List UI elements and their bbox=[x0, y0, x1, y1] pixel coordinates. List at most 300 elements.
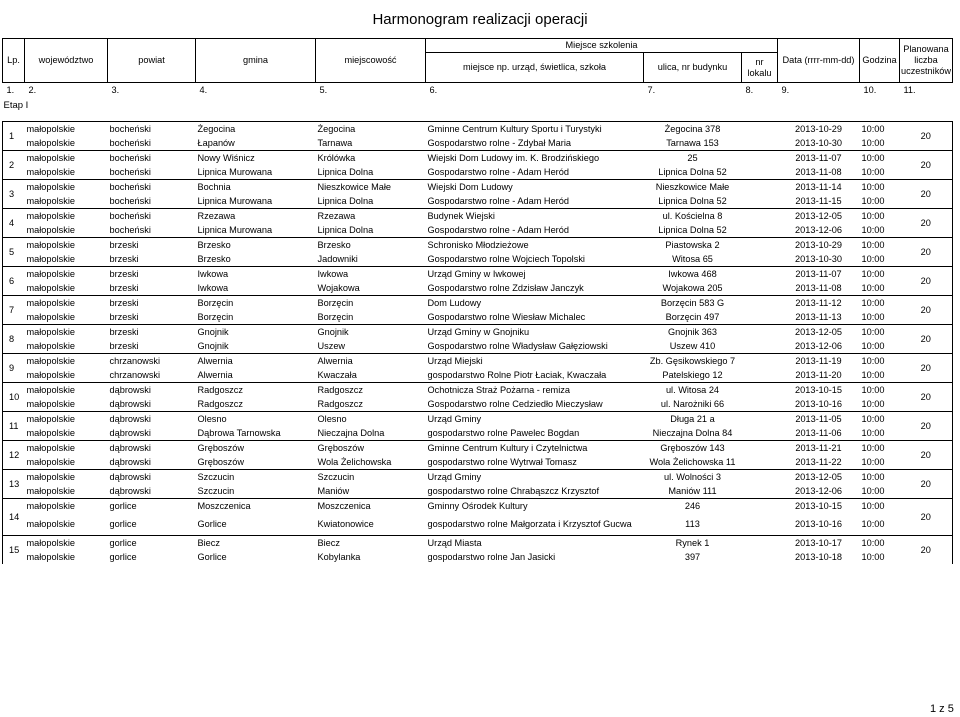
row-participants: 20 bbox=[900, 354, 953, 383]
cell-wojewodztwo: małopolskie bbox=[26, 166, 76, 177]
cell-gmina: Szczucin bbox=[196, 470, 316, 485]
cell-nr-lokalu bbox=[742, 281, 778, 296]
table-row bbox=[3, 550, 953, 564]
column-number: 2. bbox=[28, 84, 37, 95]
cell-godzina: 10:00 bbox=[861, 485, 885, 496]
header-miejsce-szkolenia: Miejsce szkolenia bbox=[426, 39, 778, 53]
cell-godzina: 10:00 bbox=[861, 282, 885, 293]
cell-miejsce: Budynek Wiejski bbox=[426, 209, 644, 224]
cell-miejsce: gospodarstwo rolne Pawelec Bogdan bbox=[427, 427, 580, 438]
page-title: Harmonogram realizacji operacji bbox=[372, 11, 588, 28]
cell-gmina: Brzesko bbox=[197, 253, 231, 264]
table-row bbox=[3, 252, 953, 267]
header-gmina: gmina bbox=[196, 39, 316, 83]
cell-gmina: Gnojnik bbox=[197, 340, 229, 351]
cell-miejscowosc: Lipnica Dolna bbox=[317, 195, 374, 206]
cell-gmina: Lipnica Murowana bbox=[197, 166, 273, 177]
cell-godzina: 10:00 bbox=[860, 470, 900, 485]
cell-powiat: bocheński bbox=[109, 137, 151, 148]
column-number: 5. bbox=[319, 84, 328, 95]
cell-godzina: 10:00 bbox=[861, 311, 885, 322]
cell-gmina: Radgoszcz bbox=[197, 398, 243, 409]
cell-wojewodztwo: małopolskie bbox=[25, 180, 108, 195]
cell-gmina: Iwkowa bbox=[197, 282, 229, 293]
table-row bbox=[3, 296, 953, 311]
cell-ulica: ul. Kościelna 8 bbox=[644, 209, 742, 224]
cell-miejsce: Gospodarstwo rolne Wojciech Topolski bbox=[427, 253, 585, 264]
row-participants: 20 bbox=[900, 209, 953, 238]
table-row bbox=[3, 325, 953, 340]
cell-godzina: 10:00 bbox=[861, 369, 885, 380]
table-row bbox=[3, 368, 953, 383]
cell-data: 2013-11-07 bbox=[778, 267, 860, 282]
cell-data: 2013-10-15 bbox=[778, 499, 860, 514]
cell-miejscowosc: Lipnica Dolna bbox=[317, 224, 374, 235]
cell-miejscowosc: Kobylanka bbox=[317, 551, 361, 562]
cell-ulica: 397 bbox=[684, 551, 701, 562]
row-lp: 13 bbox=[3, 470, 25, 499]
cell-miejsce: Schronisko Młodzieżowe bbox=[426, 238, 644, 253]
header-miejscowosc: miejscowość bbox=[316, 39, 426, 83]
cell-miejsce: Urząd Gminy bbox=[426, 412, 644, 427]
table-row bbox=[3, 339, 953, 354]
row-participants: 20 bbox=[900, 267, 953, 296]
cell-wojewodztwo: małopolskie bbox=[26, 456, 76, 467]
table-row bbox=[3, 238, 953, 253]
row-participants: 20 bbox=[900, 536, 953, 565]
cell-ulica: Żegocina 378 bbox=[644, 122, 742, 137]
cell-nr-lokalu bbox=[742, 310, 778, 325]
cell-ulica: Rynek 1 bbox=[644, 536, 742, 551]
cell-ulica: Lipnica Dolna 52 bbox=[658, 195, 727, 206]
cell-nr-lokalu bbox=[742, 180, 778, 195]
table-row bbox=[3, 354, 953, 369]
header-data: Data (rrrr-mm-dd) bbox=[778, 39, 860, 83]
cell-wojewodztwo: małopolskie bbox=[25, 412, 108, 427]
cell-powiat: dąbrowski bbox=[109, 398, 151, 409]
cell-nr-lokalu bbox=[742, 325, 778, 340]
cell-wojewodztwo: małopolskie bbox=[26, 195, 76, 206]
cell-nr-lokalu bbox=[742, 470, 778, 485]
cell-powiat: dąbrowski bbox=[108, 383, 196, 398]
cell-gmina: Nowy Wiśnicz bbox=[196, 151, 316, 166]
cell-data: 2013-10-30 bbox=[795, 253, 842, 264]
cell-godzina: 10:00 bbox=[860, 180, 900, 195]
spacer-row bbox=[3, 114, 953, 122]
cell-ulica: Nieszkowice Małe bbox=[644, 180, 742, 195]
cell-godzina: 10:00 bbox=[861, 427, 885, 438]
cell-miejscowosc: Kwaczała bbox=[317, 369, 357, 380]
cell-data: 2013-10-16 bbox=[795, 518, 842, 529]
cell-miejsce: Gminne Centrum Kultury Sportu i Turystyki bbox=[426, 122, 644, 137]
table-row bbox=[3, 180, 953, 195]
cell-nr-lokalu bbox=[742, 339, 778, 354]
cell-ulica: ul. Witosa 24 bbox=[644, 383, 742, 398]
cell-data: 2013-10-29 bbox=[778, 238, 860, 253]
cell-wojewodztwo: małopolskie bbox=[26, 282, 76, 293]
cell-nr-lokalu bbox=[742, 484, 778, 499]
cell-miejsce: Urząd Miasta bbox=[426, 536, 644, 551]
cell-godzina: 10:00 bbox=[860, 238, 900, 253]
cell-data: 2013-11-14 bbox=[778, 180, 860, 195]
cell-wojewodztwo: małopolskie bbox=[26, 518, 76, 529]
cell-wojewodztwo: małopolskie bbox=[25, 151, 108, 166]
cell-godzina: 10:00 bbox=[860, 441, 900, 456]
cell-data: 2013-11-22 bbox=[795, 456, 842, 467]
cell-ulica: Borzęcin 497 bbox=[665, 311, 720, 322]
row-lp: 1 bbox=[3, 122, 25, 151]
cell-nr-lokalu bbox=[742, 368, 778, 383]
cell-powiat: bocheński bbox=[109, 195, 151, 206]
table-row bbox=[3, 310, 953, 325]
cell-miejscowosc: Jadowniki bbox=[317, 253, 358, 264]
cell-nr-lokalu bbox=[742, 499, 778, 514]
cell-godzina: 10:00 bbox=[860, 325, 900, 340]
cell-miejsce: Urząd Gminy w Iwkowej bbox=[426, 267, 644, 282]
cell-nr-lokalu bbox=[742, 238, 778, 253]
cell-miejscowosc: Biecz bbox=[316, 536, 426, 551]
cell-ulica: Zb. Gęsikowskiego 7 bbox=[644, 354, 742, 369]
cell-gmina: Olesno bbox=[196, 412, 316, 427]
cell-wojewodztwo: małopolskie bbox=[25, 122, 108, 137]
cell-miejscowosc: Szczucin bbox=[316, 470, 426, 485]
cell-miejscowosc: Gręboszów bbox=[316, 441, 426, 456]
table-row bbox=[3, 267, 953, 282]
cell-nr-lokalu bbox=[742, 165, 778, 180]
cell-miejsce: gospodarstwo rolne Jan Jasicki bbox=[427, 551, 556, 562]
cell-ulica: Piastowska 2 bbox=[644, 238, 742, 253]
cell-gmina: Gnojnik bbox=[196, 325, 316, 340]
row-participants: 20 bbox=[900, 441, 953, 470]
row-lp: 12 bbox=[3, 441, 25, 470]
cell-gmina: Bochnia bbox=[196, 180, 316, 195]
header-nr-lokalu: nr lokalu bbox=[742, 53, 778, 83]
table-row bbox=[3, 383, 953, 398]
table-row bbox=[3, 136, 953, 151]
cell-godzina: 10:00 bbox=[860, 296, 900, 311]
header-miejsce: miejsce np. urząd, świetlica, szkoła bbox=[426, 53, 644, 83]
column-number: 11. bbox=[903, 84, 916, 95]
cell-data: 2013-11-08 bbox=[795, 166, 842, 177]
cell-gmina: Lipnica Murowana bbox=[197, 195, 273, 206]
cell-data: 2013-12-05 bbox=[778, 209, 860, 224]
cell-miejscowosc: Maniów bbox=[317, 485, 350, 496]
cell-godzina: 10:00 bbox=[861, 340, 885, 351]
cell-powiat: dąbrowski bbox=[108, 441, 196, 456]
cell-wojewodztwo: małopolskie bbox=[25, 325, 108, 340]
cell-ulica: Lipnica Dolna 52 bbox=[658, 166, 727, 177]
cell-miejscowosc: Radgoszcz bbox=[317, 398, 363, 409]
cell-gmina: Szczucin bbox=[197, 485, 235, 496]
cell-ulica: Nieczajna Dolna 84 bbox=[652, 427, 733, 438]
cell-gmina: Dąbrowa Tarnowska bbox=[197, 427, 281, 438]
cell-nr-lokalu bbox=[742, 296, 778, 311]
cell-godzina: 10:00 bbox=[861, 551, 885, 562]
cell-powiat: dąbrowski bbox=[109, 427, 151, 438]
cell-wojewodztwo: małopolskie bbox=[25, 499, 108, 514]
cell-miejsce: Urząd Miejski bbox=[426, 354, 644, 369]
cell-powiat: dąbrowski bbox=[108, 412, 196, 427]
cell-ulica: ul. Wolności 3 bbox=[644, 470, 742, 485]
cell-nr-lokalu bbox=[742, 412, 778, 427]
cell-godzina: 10:00 bbox=[860, 354, 900, 369]
cell-ulica: ul. Narożniki 66 bbox=[660, 398, 725, 409]
cell-miejscowosc: Olesno bbox=[316, 412, 426, 427]
cell-nr-lokalu bbox=[742, 383, 778, 398]
cell-miejscowosc: Brzesko bbox=[316, 238, 426, 253]
cell-godzina: 10:00 bbox=[861, 224, 885, 235]
cell-powiat: dąbrowski bbox=[108, 470, 196, 485]
column-number: 3. bbox=[111, 84, 120, 95]
row-lp: 3 bbox=[3, 180, 25, 209]
row-participants: 20 bbox=[900, 238, 953, 267]
cell-powiat: bocheński bbox=[109, 166, 151, 177]
cell-miejsce: Wiejski Dom Ludowy im. K. Brodzińskiego bbox=[426, 151, 644, 166]
cell-miejsce: Gospodarstwo rolne - Adam Heród bbox=[427, 224, 569, 235]
cell-gmina: Alwernia bbox=[196, 354, 316, 369]
row-participants: 20 bbox=[900, 383, 953, 412]
cell-nr-lokalu bbox=[742, 550, 778, 564]
cell-gmina: Gręboszów bbox=[196, 441, 316, 456]
cell-powiat: brzeski bbox=[108, 267, 196, 282]
cell-data: 2013-11-12 bbox=[778, 296, 860, 311]
cell-ulica: Patelskiego 12 bbox=[662, 369, 723, 380]
table-row bbox=[3, 426, 953, 441]
cell-godzina: 10:00 bbox=[860, 536, 900, 551]
header-lp: Lp. bbox=[3, 39, 25, 83]
table-row bbox=[3, 441, 953, 456]
cell-miejsce: Gospodarstwo rolne - Zdybał Maria bbox=[427, 137, 571, 148]
column-number: 1. bbox=[6, 84, 15, 95]
cell-nr-lokalu bbox=[742, 136, 778, 151]
cell-powiat: gorlice bbox=[108, 536, 196, 551]
cell-miejscowosc: Radgoszcz bbox=[316, 383, 426, 398]
cell-data: 2013-10-17 bbox=[778, 536, 860, 551]
cell-miejscowosc: Kwiatonowice bbox=[317, 518, 374, 529]
cell-ulica: Wojakowa 205 bbox=[662, 282, 723, 293]
cell-gmina: Alwernia bbox=[197, 369, 233, 380]
row-lp: 10 bbox=[3, 383, 25, 412]
cell-wojewodztwo: małopolskie bbox=[25, 354, 108, 369]
page-number: 1 z 5 bbox=[930, 703, 954, 715]
cell-powiat: brzeski bbox=[109, 282, 139, 293]
cell-miejscowosc: Tarnawa bbox=[317, 137, 353, 148]
table-row bbox=[3, 499, 953, 514]
cell-miejscowosc: Wojakowa bbox=[317, 282, 360, 293]
cell-nr-lokalu bbox=[742, 194, 778, 209]
cell-gmina: Gręboszów bbox=[197, 456, 244, 467]
cell-wojewodztwo: małopolskie bbox=[25, 296, 108, 311]
cell-gmina: Borzęcin bbox=[197, 311, 234, 322]
cell-godzina: 10:00 bbox=[861, 253, 885, 264]
row-lp: 7 bbox=[3, 296, 25, 325]
row-lp: 11 bbox=[3, 412, 25, 441]
cell-miejsce: Urząd Gminy bbox=[426, 470, 644, 485]
cell-gmina: Radgoszcz bbox=[196, 383, 316, 398]
cell-miejsce: Gospodarstwo rolne Władysław Gałęziowski bbox=[427, 340, 608, 351]
cell-miejscowosc: Rzezawa bbox=[316, 209, 426, 224]
cell-nr-lokalu bbox=[742, 397, 778, 412]
column-number: 9. bbox=[781, 84, 790, 95]
cell-miejsce: Gospodarstwo rolne Zdzisław Janczyk bbox=[427, 282, 584, 293]
cell-miejscowosc: Lipnica Dolna bbox=[317, 166, 374, 177]
cell-miejscowosc: Nieczajna Dolna bbox=[317, 427, 385, 438]
cell-data: 2013-11-05 bbox=[778, 412, 860, 427]
table-row bbox=[3, 151, 953, 166]
column-number: 7. bbox=[647, 84, 656, 95]
row-lp: 8 bbox=[3, 325, 25, 354]
row-lp: 6 bbox=[3, 267, 25, 296]
cell-powiat: brzeski bbox=[109, 340, 139, 351]
schedule-table bbox=[2, 38, 953, 564]
cell-ulica: Wola Żelichowska 11 bbox=[649, 456, 736, 467]
cell-ulica: Lipnica Dolna 52 bbox=[658, 224, 727, 235]
cell-ulica: Gnojnik 363 bbox=[644, 325, 742, 340]
row-participants: 20 bbox=[900, 151, 953, 180]
row-participants: 20 bbox=[900, 180, 953, 209]
cell-miejsce: Gospodarstwo rolne Cedziedło Mieczysław bbox=[427, 398, 603, 409]
cell-data: 2013-12-05 bbox=[778, 470, 860, 485]
table-body bbox=[3, 83, 953, 565]
cell-data: 2013-10-15 bbox=[778, 383, 860, 398]
cell-wojewodztwo: małopolskie bbox=[25, 441, 108, 456]
cell-godzina: 10:00 bbox=[861, 137, 885, 148]
table-row bbox=[3, 223, 953, 238]
cell-powiat: brzeski bbox=[108, 325, 196, 340]
cell-powiat: bocheński bbox=[108, 209, 196, 224]
cell-nr-lokalu bbox=[742, 151, 778, 166]
column-number: 6. bbox=[429, 84, 438, 95]
table-row bbox=[3, 194, 953, 209]
table-header bbox=[3, 39, 953, 83]
cell-data: 2013-11-08 bbox=[795, 282, 842, 293]
cell-gmina: Łapanów bbox=[197, 137, 235, 148]
cell-powiat: bocheński bbox=[109, 224, 151, 235]
cell-powiat: chrzanowski bbox=[109, 369, 161, 380]
cell-miejscowosc: Borzęcin bbox=[317, 311, 354, 322]
column-number: 10. bbox=[863, 84, 877, 95]
etap-label: Etap I bbox=[3, 100, 29, 111]
cell-gmina: Rzezawa bbox=[196, 209, 316, 224]
cell-nr-lokalu bbox=[742, 455, 778, 470]
cell-powiat: chrzanowski bbox=[108, 354, 196, 369]
cell-wojewodztwo: małopolskie bbox=[25, 536, 108, 551]
cell-godzina: 10:00 bbox=[860, 412, 900, 427]
cell-miejsce: Gospodarstwo rolne - Adam Heród bbox=[427, 195, 569, 206]
cell-nr-lokalu bbox=[742, 513, 778, 536]
cell-powiat: brzeski bbox=[108, 238, 196, 253]
row-lp: 5 bbox=[3, 238, 25, 267]
cell-godzina: 10:00 bbox=[860, 209, 900, 224]
header-godzina: Godzina bbox=[860, 39, 900, 83]
cell-nr-lokalu bbox=[742, 267, 778, 282]
cell-gmina: Iwkowa bbox=[196, 267, 316, 282]
cell-miejscowosc: Gnojnik bbox=[316, 325, 426, 340]
cell-nr-lokalu bbox=[742, 252, 778, 267]
cell-wojewodztwo: małopolskie bbox=[25, 209, 108, 224]
cell-powiat: brzeski bbox=[108, 296, 196, 311]
column-numbers-row bbox=[3, 83, 953, 98]
cell-gmina: Lipnica Murowana bbox=[197, 224, 273, 235]
table-row bbox=[3, 209, 953, 224]
column-number: 4. bbox=[199, 84, 208, 95]
cell-powiat: dąbrowski bbox=[109, 485, 151, 496]
cell-ulica: Tarnawa 153 bbox=[666, 137, 719, 148]
cell-wojewodztwo: małopolskie bbox=[25, 267, 108, 282]
table-row bbox=[3, 281, 953, 296]
cell-miejsce: gospodarstwo rolne Chrabąszcz Krzysztof bbox=[427, 485, 600, 496]
cell-data: 2013-12-05 bbox=[778, 325, 860, 340]
cell-data: 2013-11-21 bbox=[778, 441, 860, 456]
cell-nr-lokalu bbox=[742, 536, 778, 551]
etap-row bbox=[3, 97, 953, 114]
table-row bbox=[3, 536, 953, 551]
cell-wojewodztwo: małopolskie bbox=[26, 427, 76, 438]
cell-wojewodztwo: małopolskie bbox=[25, 238, 108, 253]
header-ulica: ulica, nr budynku bbox=[644, 53, 742, 83]
cell-godzina: 10:00 bbox=[861, 456, 885, 467]
table-row bbox=[3, 455, 953, 470]
table-row bbox=[3, 513, 953, 536]
table-row bbox=[3, 470, 953, 485]
cell-wojewodztwo: małopolskie bbox=[26, 551, 76, 562]
cell-wojewodztwo: małopolskie bbox=[26, 311, 76, 322]
cell-miejsce: Ochotnicza Straż Pożarna - remiza bbox=[426, 383, 644, 398]
cell-godzina: 10:00 bbox=[861, 195, 885, 206]
row-participants: 20 bbox=[900, 499, 953, 536]
cell-miejsce: gospodarstwo Rolne Piotr Łaciak, Kwaczała bbox=[427, 369, 607, 380]
cell-nr-lokalu bbox=[742, 122, 778, 137]
table-row bbox=[3, 412, 953, 427]
cell-data: 2013-12-06 bbox=[795, 340, 842, 351]
cell-data: 2013-10-30 bbox=[795, 137, 842, 148]
cell-miejscowosc: Królówka bbox=[316, 151, 426, 166]
cell-nr-lokalu bbox=[742, 223, 778, 238]
cell-ulica: Maniów 111 bbox=[668, 485, 717, 496]
cell-miejscowosc: Borzęcin bbox=[316, 296, 426, 311]
cell-ulica: Witosa 65 bbox=[672, 253, 713, 264]
row-participants: 20 bbox=[900, 412, 953, 441]
header-powiat: powiat bbox=[108, 39, 196, 83]
row-lp: 2 bbox=[3, 151, 25, 180]
cell-data: 2013-10-18 bbox=[795, 551, 842, 562]
cell-gmina: Żegocina bbox=[196, 122, 316, 137]
row-lp: 15 bbox=[3, 536, 25, 565]
cell-wojewodztwo: małopolskie bbox=[26, 224, 76, 235]
cell-godzina: 10:00 bbox=[860, 267, 900, 282]
cell-miejsce: Wiejski Dom Ludowy bbox=[426, 180, 644, 195]
cell-data: 2013-11-07 bbox=[778, 151, 860, 166]
cell-wojewodztwo: małopolskie bbox=[26, 137, 76, 148]
cell-data: 2013-12-06 bbox=[795, 485, 842, 496]
cell-gmina: Gorlice bbox=[197, 551, 227, 562]
row-lp: 14 bbox=[3, 499, 25, 536]
table-row bbox=[3, 122, 953, 137]
cell-data: 2013-11-13 bbox=[795, 311, 842, 322]
row-participants: 20 bbox=[900, 296, 953, 325]
cell-powiat: bocheński bbox=[108, 151, 196, 166]
cell-miejsce: Urząd Gminy w Gnojniku bbox=[426, 325, 644, 340]
cell-godzina: 10:00 bbox=[861, 398, 885, 409]
cell-nr-lokalu bbox=[742, 441, 778, 456]
row-participants: 20 bbox=[900, 122, 953, 151]
column-number: 8. bbox=[745, 84, 754, 95]
cell-powiat: gorlice bbox=[109, 551, 137, 562]
cell-ulica: Iwkowa 468 bbox=[644, 267, 742, 282]
cell-ulica: Długa 21 a bbox=[644, 412, 742, 427]
cell-miejsce: Gospodarstwo rolne Wiesław Michalec bbox=[427, 311, 586, 322]
cell-nr-lokalu bbox=[742, 354, 778, 369]
